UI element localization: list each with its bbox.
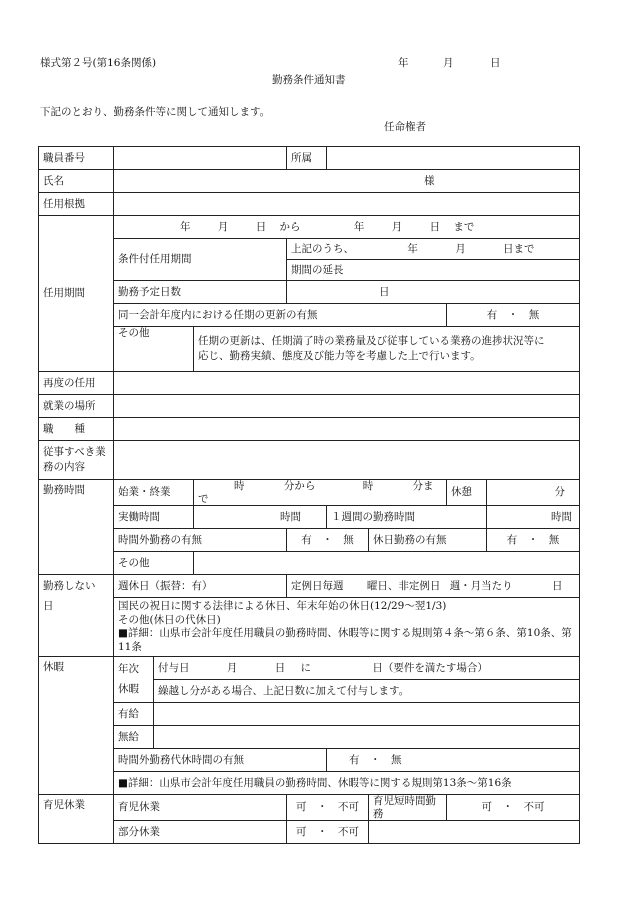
overtime-option[interactable]: 有 ・ 無 (287, 529, 369, 552)
comp-time-label: 時間外勤務代休時間の有無 (114, 749, 327, 772)
nonwork-label-line1: 勤務しない (43, 580, 96, 593)
leave-label: 休暇 (39, 657, 114, 795)
break-unit: 分 (554, 486, 565, 499)
per-week-month: 週・月当たり (449, 579, 513, 592)
annual-leave-label (114, 657, 154, 703)
conditional-month: 月 (455, 242, 466, 255)
period-other-label: その他 (114, 327, 194, 372)
period-other-line2: 応じ、勤務実績、態度及び能力等を考慮した上で行います。 (198, 350, 481, 362)
renewal-label: 同一会計年度内における任期の更新の有無 (114, 304, 447, 327)
date-day-label: 日 (490, 57, 501, 69)
period-year1: 年 (180, 220, 191, 233)
grant-day-label: 付与日 (158, 661, 190, 674)
hours-other-field[interactable] (194, 552, 580, 575)
name-field[interactable] (114, 170, 580, 193)
scheduled-days-label: 勤務予定日数 (114, 281, 287, 304)
hours-other-label: その他 (114, 552, 194, 575)
grant-month: 月 (226, 661, 238, 674)
workplace-field[interactable] (114, 395, 580, 418)
scheduled-days-unit: 日 (379, 285, 390, 298)
period-month1: 月 (217, 220, 229, 233)
partial-leave-label: 部分休業 (114, 821, 287, 844)
affiliation-field[interactable] (327, 147, 580, 170)
duties-label: 従事すべき業務の内容 (39, 441, 114, 480)
regular-weekly: 定例日毎週 (291, 579, 344, 592)
actual-hours-field[interactable] (194, 506, 327, 529)
nonwork-rule-detail: ■詳細：山県市会計年度任用職員の勤務時間、休暇等に関する規則第４条〜第６条、第10条、第11条 (118, 627, 572, 653)
form-number: 様式第２号(第16条関係) (40, 57, 157, 69)
actual-hours-label: 実働時間 (114, 506, 194, 529)
period-day1: 日 (255, 220, 267, 233)
start-min-from: 分から (283, 480, 316, 492)
name-label: 氏名 (39, 170, 114, 193)
period-year2: 年 (353, 220, 365, 233)
date-year-label: 年 (398, 57, 409, 69)
scheduled-days-field[interactable] (287, 281, 580, 304)
partial-leave-option[interactable]: 可 ・ 不可 (287, 821, 369, 844)
affiliation-label: 所属 (287, 147, 327, 170)
short-hours-label: 育児短時間勤務 (369, 795, 447, 821)
sama-label: 様 (424, 174, 435, 187)
document-title: 勤務条件通知書 (272, 74, 346, 86)
weekly-hours-unit: 時間 (551, 510, 572, 523)
hours-label: 勤務時間 (39, 480, 114, 575)
period-other-line1: 任期の更新は、任期満了時の業務量及び従事している業務の進捗状況等に (198, 334, 545, 347)
conditional-line1[interactable] (287, 239, 580, 260)
date-month-label: 月 (443, 57, 454, 69)
reappointment-label: 再度の任用 (39, 372, 114, 395)
grant-day: 日 (274, 661, 286, 674)
conditional-day-until: 日まで (503, 242, 535, 255)
grant-day-field[interactable] (154, 657, 580, 680)
childcare-leave-label: 育児休業 (114, 795, 287, 821)
comp-time-option[interactable] (327, 749, 580, 772)
position-label: 職 種 (39, 418, 114, 441)
short-hours-option[interactable]: 可 ・ 不可 (447, 795, 580, 821)
overtime-label: 時間外勤務の有無 (114, 529, 287, 552)
weekly-holiday-label: 週休日（振替：有） (114, 575, 287, 598)
annual-leave-line1: 年次 (118, 662, 139, 675)
actual-hours-unit: 時間 (280, 510, 301, 523)
nonwork-details (114, 598, 580, 657)
holiday-work-label: 休日勤務の有無 (369, 529, 487, 552)
period-month2: 月 (391, 220, 403, 233)
leave-rule-detail: ■詳細：山県市会計年度任用職員の勤務時間、休暇等に関する規則第13条〜第16条 (114, 772, 580, 795)
unpaid-leave-field[interactable] (154, 726, 580, 749)
end-min-until: 分まで (198, 480, 434, 505)
partial-leave-blank (369, 821, 580, 844)
staff-no-label: 職員番号 (39, 147, 114, 170)
period-day2: 日 (429, 220, 441, 233)
conditional-year: 年 (407, 242, 418, 255)
nonwork-label-line2: 日 (43, 600, 54, 613)
nonwork-compensatory: その他(休日の代休日) (118, 613, 221, 626)
conditional-label: 条件付任用期間 (114, 239, 287, 281)
break-label: 休憩 (447, 480, 487, 506)
basis-label: 任用根拠 (39, 193, 114, 216)
conditional-line2: 期間の延長 (287, 260, 580, 281)
conditions-table (38, 146, 580, 844)
unpaid-leave-label: 無給 (114, 726, 154, 749)
nonwork-label (39, 575, 114, 657)
grant-ni: に (300, 661, 312, 674)
nonwork-holidays: 国民の祝日に関する法律による休日、年末年始の休日(12/29〜翌1/3) (118, 599, 447, 612)
nonwork-day-unit: 日 (552, 579, 563, 592)
renewal-option[interactable]: 有 ・ 無 (447, 304, 580, 327)
basis-field[interactable] (114, 193, 580, 216)
childcare-leave-option[interactable]: 可 ・ 不可 (287, 795, 369, 821)
break-field[interactable] (487, 480, 580, 506)
workplace-label: 就業の場所 (39, 395, 114, 418)
weekly-hours-label: １週間の勤務時間 (327, 506, 487, 529)
annual-leave-line2: 休暇 (118, 682, 139, 695)
paid-leave-field[interactable] (154, 703, 580, 726)
conditional-upper: 上記のうち、 (291, 242, 354, 255)
paid-leave-label: 有給 (114, 703, 154, 726)
weekday-label: 曜日、非定例日 (366, 579, 441, 592)
period-other-text (194, 327, 580, 372)
weekly-hours-field[interactable] (487, 506, 580, 529)
period-to: まで (453, 220, 475, 233)
holiday-work-option[interactable]: 有 ・ 無 (487, 529, 580, 552)
position-field[interactable] (114, 418, 580, 441)
appointer-label: 任命権者 (384, 121, 426, 133)
childcare-label: 育児休業 (39, 795, 114, 844)
carryover-text: 繰越し分がある場合、上記日数に加えて付与します。 (154, 680, 580, 703)
intro-text: 下記のとおり、勤務条件等に関して通知します。 (40, 106, 271, 118)
regular-holiday-field[interactable] (287, 575, 580, 598)
reappointment-field[interactable] (114, 372, 580, 395)
start-end-field[interactable] (194, 480, 447, 506)
period-label: 任用期間 (39, 216, 114, 372)
start-hour: 時 (234, 480, 245, 492)
grant-unit: 日（要件を満たす場合） (372, 661, 488, 674)
period-from: から (279, 220, 301, 233)
comp-time-value: 有 ・ 無 (349, 753, 402, 766)
period-range[interactable] (114, 216, 580, 239)
duties-field[interactable] (114, 441, 580, 480)
end-hour: 時 (362, 480, 374, 492)
start-end-label: 始業・終業 (114, 480, 194, 506)
staff-no-field[interactable] (114, 147, 287, 170)
